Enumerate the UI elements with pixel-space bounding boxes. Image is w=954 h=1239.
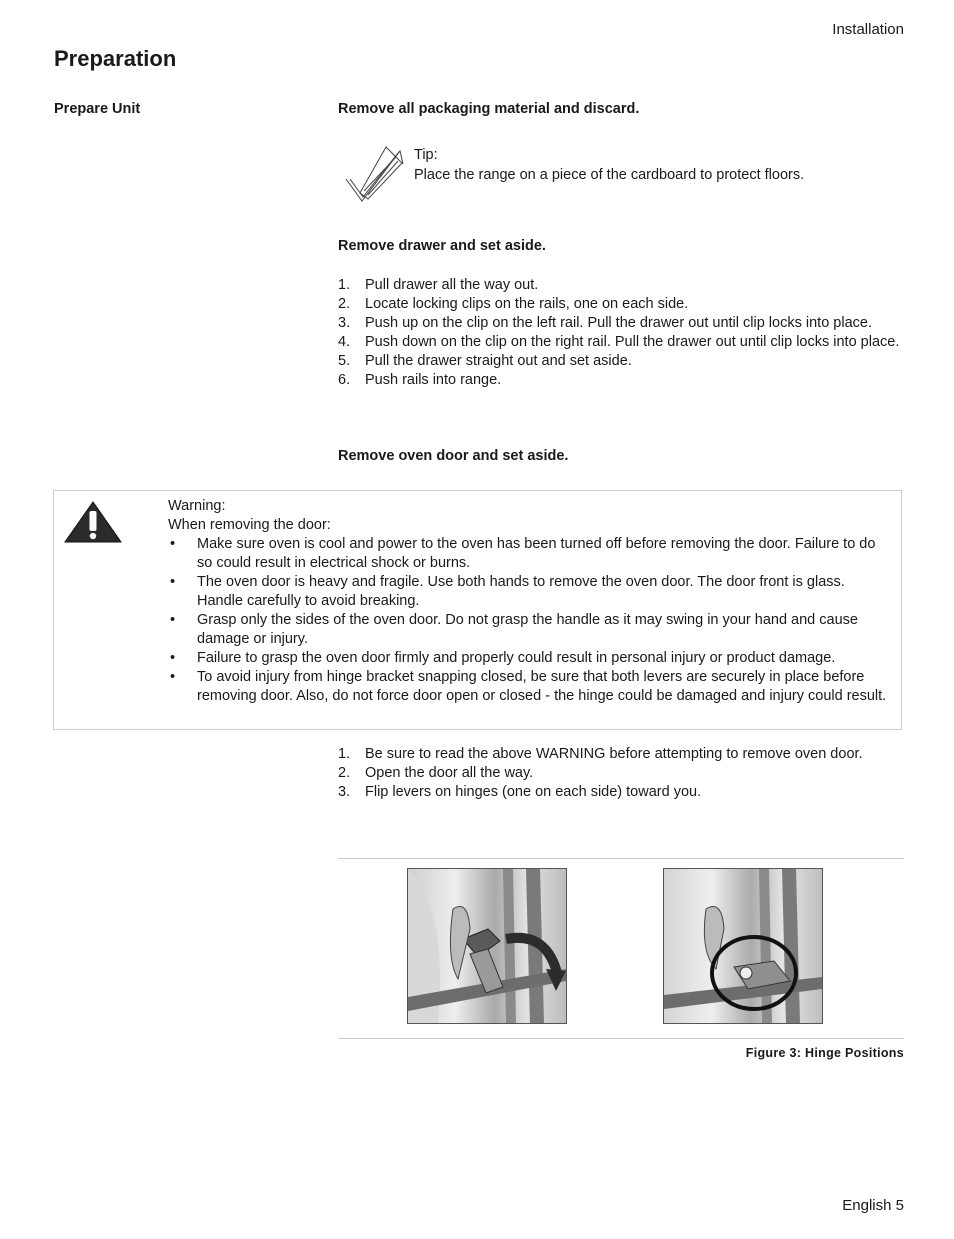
page-footer: English 5 (842, 1197, 904, 1214)
list-item: 1. Be sure to read the above WARNING before attempting to remove oven door. (338, 746, 863, 762)
list-item: • Grasp only the sides of the oven door. Do not grasp the handle as it may swing in your hand and cause damage or injury. (170, 612, 858, 647)
page-title: Preparation (54, 46, 177, 71)
step-heading-drawer: Remove drawer and set aside. (338, 238, 546, 254)
figure-top-rule (338, 858, 904, 859)
tip-label: Tip: (414, 147, 438, 163)
list-item: 6. Push rails into range. (338, 372, 502, 388)
list-item: • To avoid injury from hinge bracket snapping closed, be sure that both levers are securely in place before removing door. Also, do not force door open or closed - the hinge could be damaged and injury could result. (170, 669, 887, 704)
hinge-lever-flip-image (407, 868, 567, 1024)
section-tag: Installation (832, 21, 904, 38)
pencil-check-icon (340, 143, 410, 205)
figure-caption: Figure 3: Hinge Positions (745, 1046, 904, 1060)
list-item: • Failure to grasp the oven door firmly and properly could result in personal injury or product damage. (170, 650, 836, 666)
warning-bullets (168, 535, 892, 706)
list-item: 1. Pull drawer all the way out. (338, 277, 539, 293)
door-steps-list (338, 745, 908, 802)
list-item: 2. Locate locking clips on the rails, one on each side. (338, 296, 689, 312)
list-item: 3. Push up on the clip on the left rail. Pull the drawer out until clip locks into place. (338, 315, 872, 331)
step-heading-door: Remove oven door and set aside. (338, 448, 569, 464)
warning-intro: When removing the door: (168, 517, 331, 533)
hinge-lever-circled-image (663, 868, 823, 1024)
step-heading-packaging: Remove all packaging material and discard. (338, 101, 640, 117)
list-item: 2. Open the door all the way. (338, 765, 534, 781)
side-heading-prepare-unit: Prepare Unit (54, 101, 141, 117)
list-item: 5. Pull the drawer straight out and set aside. (338, 353, 632, 369)
warning-label: Warning: (168, 498, 226, 514)
list-item: 4. Push down on the clip on the right rail. Pull the drawer out until clip locks into place. (338, 334, 900, 350)
figure-bottom-rule (338, 1038, 904, 1039)
list-item: • The oven door is heavy and fragile. Use both hands to remove the oven door. The door front is glass. Handle carefully to avoid breaking. (170, 574, 845, 609)
list-item: 3. Flip levers on hinges (one on each side) toward you. (338, 784, 702, 800)
warning-triangle-icon (63, 500, 123, 544)
list-item: • Make sure oven is cool and power to the oven has been turned off before removing the door. Failure to do so could result in electrical shock or burns. (170, 536, 876, 571)
drawer-steps-list (338, 276, 904, 390)
tip-text: Place the range on a piece of the cardboard to protect floors. (414, 167, 805, 183)
